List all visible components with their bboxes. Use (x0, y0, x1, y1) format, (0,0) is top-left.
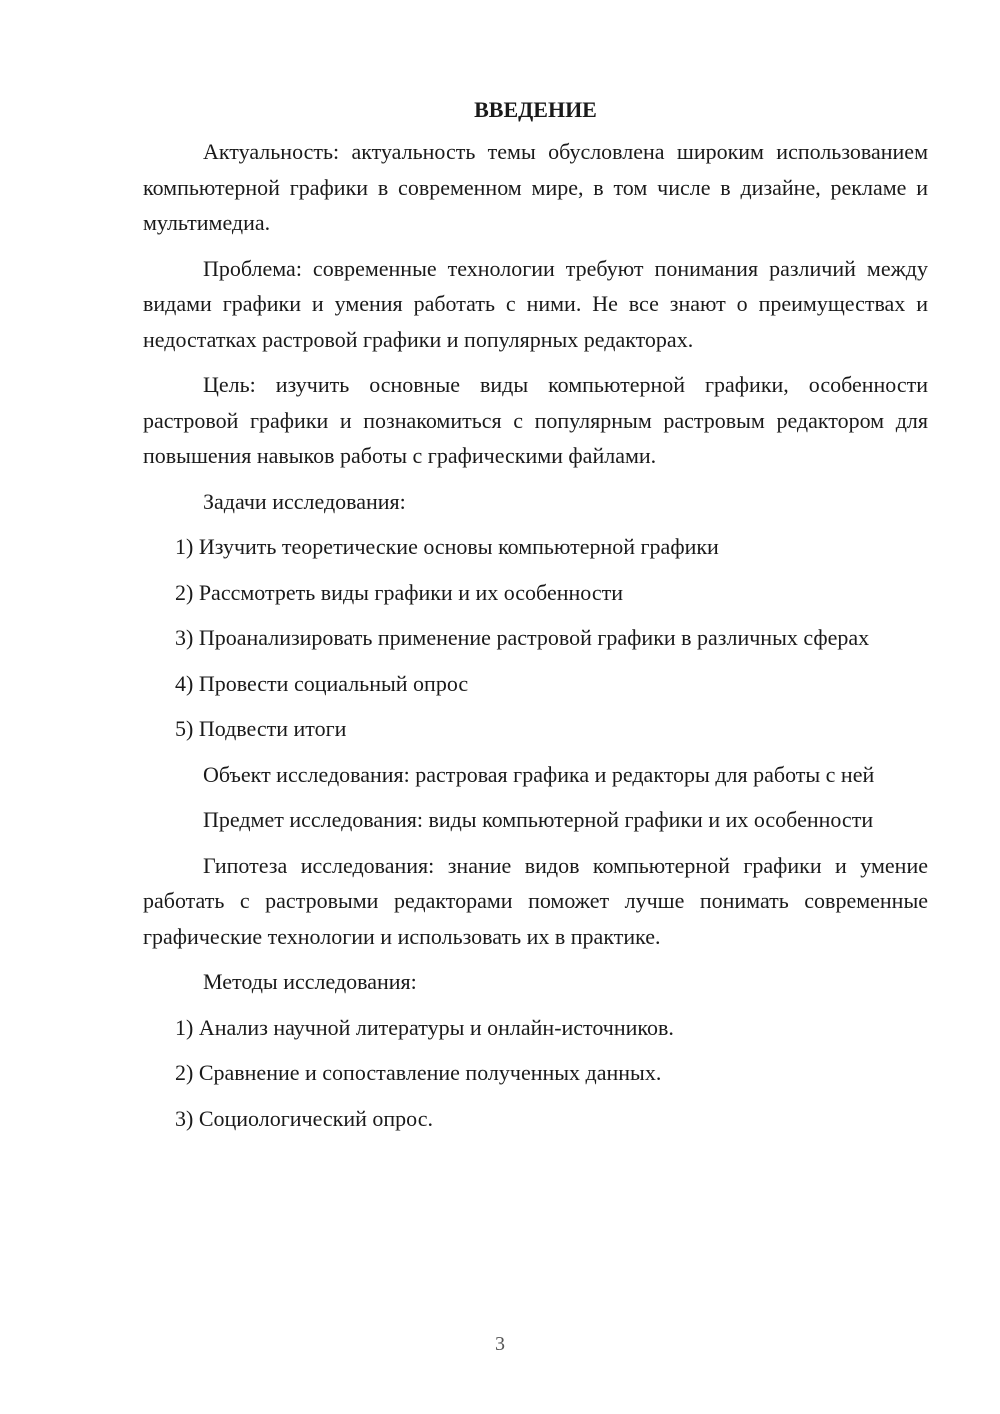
task-item: 2) Рассмотреть виды графики и их особенности (175, 579, 623, 605)
task-item: 3) Проанализировать применение растровой графики в различных сферах (175, 625, 870, 650)
methods-heading: Методы исследования: (203, 969, 417, 994)
method-item: 1) Анализ научной литературы и онлайн-источников. (175, 1014, 674, 1040)
hypothesis-paragraph: Гипотеза исследования: знание видов компьютерной графики и умение работать с растровыми редакторами поможет лучше понимать современные графические технологии и использовать их в практике. (143, 852, 928, 949)
object-paragraph: Объект исследования: растровая графика и редакторы для работы с ней (203, 761, 875, 787)
method-item: 3) Социологический опрос. (175, 1105, 433, 1131)
problem-paragraph: Проблема: современные технологии требуют понимания различий между видами графики и умения работать с ними. Не все знают о преимуществах и недостатках растровой графики и популярных редакторах. (143, 255, 928, 352)
subject-paragraph: Предмет исследования: виды компьютерной графики и их особенности (203, 807, 874, 832)
page-number: 3 (495, 1333, 505, 1355)
goal-paragraph: Цель: изучить основные виды компьютерной графики, особенности растровой графики и познакомиться с популярным растровым редактором для повышения навыков работы с графическими файлами. (143, 372, 928, 468)
tasks-heading: Задачи исследования: (203, 488, 406, 514)
document-page (143, 92, 928, 1146)
task-item: 4) Провести социальный опрос (175, 670, 469, 696)
task-item: 5) Подвести итоги (175, 716, 347, 741)
task-item: 1) Изучить теоретические основы компьютерной графики (175, 534, 719, 559)
section-heading: ВВЕДЕНИЕ (474, 97, 597, 122)
relevance-paragraph: Актуальность: актуальность темы обусловлена широким использованием компьютерной графики в современном мире, в том числе в дизайне, рекламе и мультимедиа. (143, 139, 928, 235)
method-item: 2) Сравнение и сопоставление полученных данных. (175, 1060, 662, 1085)
